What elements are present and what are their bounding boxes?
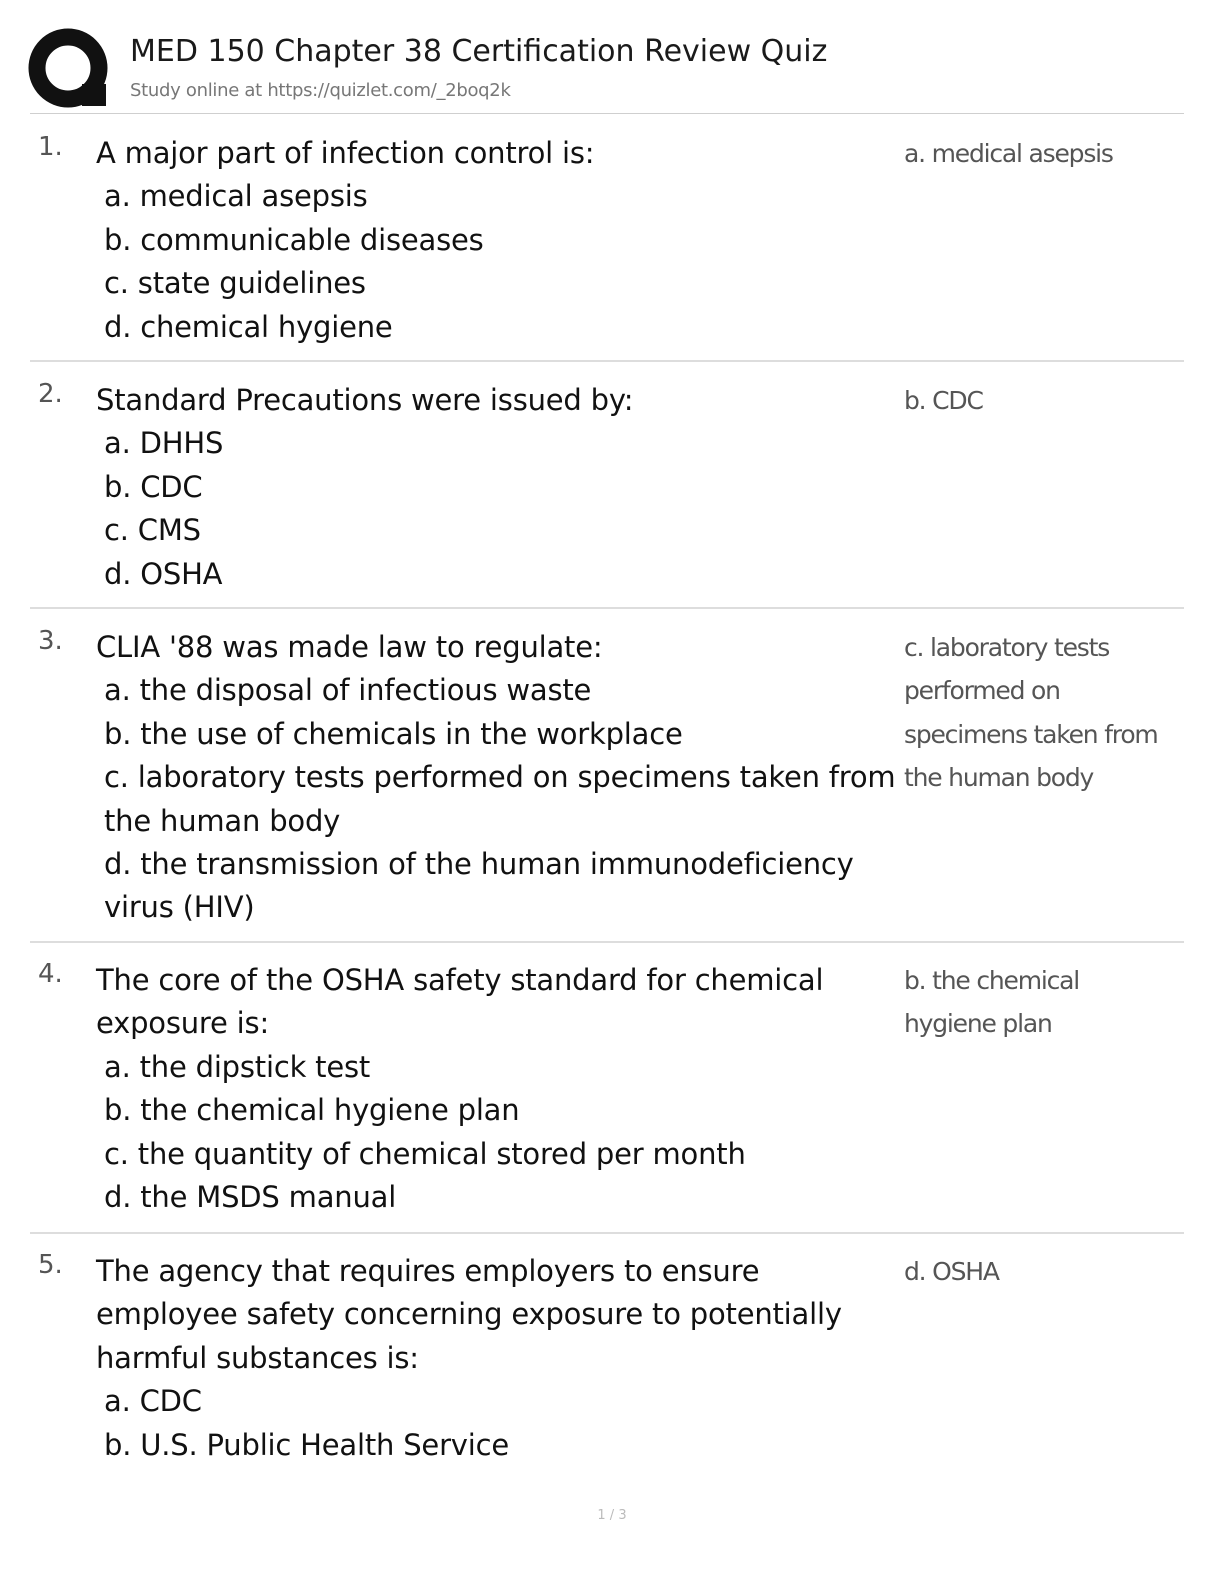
answer-key: a. medical asepsis xyxy=(904,139,1113,168)
page-number: 1 / 3 xyxy=(597,1508,627,1523)
answer-option: d. the MSDS manual xyxy=(104,1180,397,1215)
question-text xyxy=(96,132,896,349)
study-online-link[interactable]: Study online at https://quizlet.com/_2boq2k xyxy=(130,80,511,101)
question-number: 5. xyxy=(38,1250,63,1280)
question-stem: CLIA '88 was made law to regulate: xyxy=(96,630,603,664)
answer-key: d. OSHA xyxy=(904,1257,999,1286)
question-number: 1. xyxy=(38,132,63,162)
answer-option: b. the use of chemicals in the workplace xyxy=(104,716,683,751)
answer-option: a. the disposal of infectious waste xyxy=(104,673,592,708)
question-divider xyxy=(30,1232,1184,1234)
answer-option: a. medical asepsis xyxy=(104,179,368,214)
answer-option: d. OSHA xyxy=(104,556,223,591)
answer-option: b. CDC xyxy=(104,469,203,504)
answer-option: a. the dipstick test xyxy=(104,1049,371,1084)
question-text xyxy=(96,626,896,930)
question-card xyxy=(30,1250,1184,1480)
question-number: 2. xyxy=(38,379,63,409)
document-header xyxy=(28,28,1188,112)
question-divider xyxy=(30,360,1184,362)
answer-option: c. CMS xyxy=(104,513,201,548)
answer-option: a. DHHS xyxy=(104,426,224,461)
question-text xyxy=(96,959,896,1219)
question-number: 4. xyxy=(38,959,63,989)
question-text xyxy=(96,1250,896,1467)
question-card xyxy=(30,379,1184,609)
question-card xyxy=(30,959,1184,1234)
question-number: 3. xyxy=(38,626,63,656)
question-stem: A major part of infection control is: xyxy=(96,136,595,170)
question-card xyxy=(30,626,1184,943)
answer-option: d. chemical hygiene xyxy=(104,309,393,344)
page-title: MED 150 Chapter 38 Certification Review Quiz xyxy=(130,34,828,69)
answer-option: c. laboratory tests performed on specimens taken from the human body xyxy=(104,760,896,838)
answer-key: b. the chemical hygiene plan xyxy=(904,966,1080,1039)
question-card xyxy=(30,132,1184,362)
question-text xyxy=(96,379,896,596)
header-divider xyxy=(30,113,1184,114)
answer-option: c. the quantity of chemical stored per month xyxy=(104,1136,746,1171)
answer-option: b. U.S. Public Health Service xyxy=(104,1427,510,1462)
answer-option: b. the chemical hygiene plan xyxy=(104,1093,520,1128)
answer-key: b. CDC xyxy=(904,386,983,415)
question-divider xyxy=(30,941,1184,943)
answer-option: a. CDC xyxy=(104,1384,202,1419)
answer-option: d. the transmission of the human immunodeficiency virus (HIV) xyxy=(104,847,854,925)
answer-option: c. state guidelines xyxy=(104,266,366,301)
question-stem: The core of the OSHA safety standard for chemical exposure is: xyxy=(96,963,824,1041)
answer-key: c. laboratory tests performed on specimens taken from the human body xyxy=(904,633,1158,793)
answer-option: b. communicable diseases xyxy=(104,222,484,257)
question-divider xyxy=(30,607,1184,609)
question-stem: The agency that requires employers to ensure employee safety concerning exposure to potentially harmful substances is: xyxy=(96,1254,842,1375)
question-stem: Standard Precautions were issued by: xyxy=(96,383,634,417)
quizlet-q-logo-icon xyxy=(28,28,112,112)
